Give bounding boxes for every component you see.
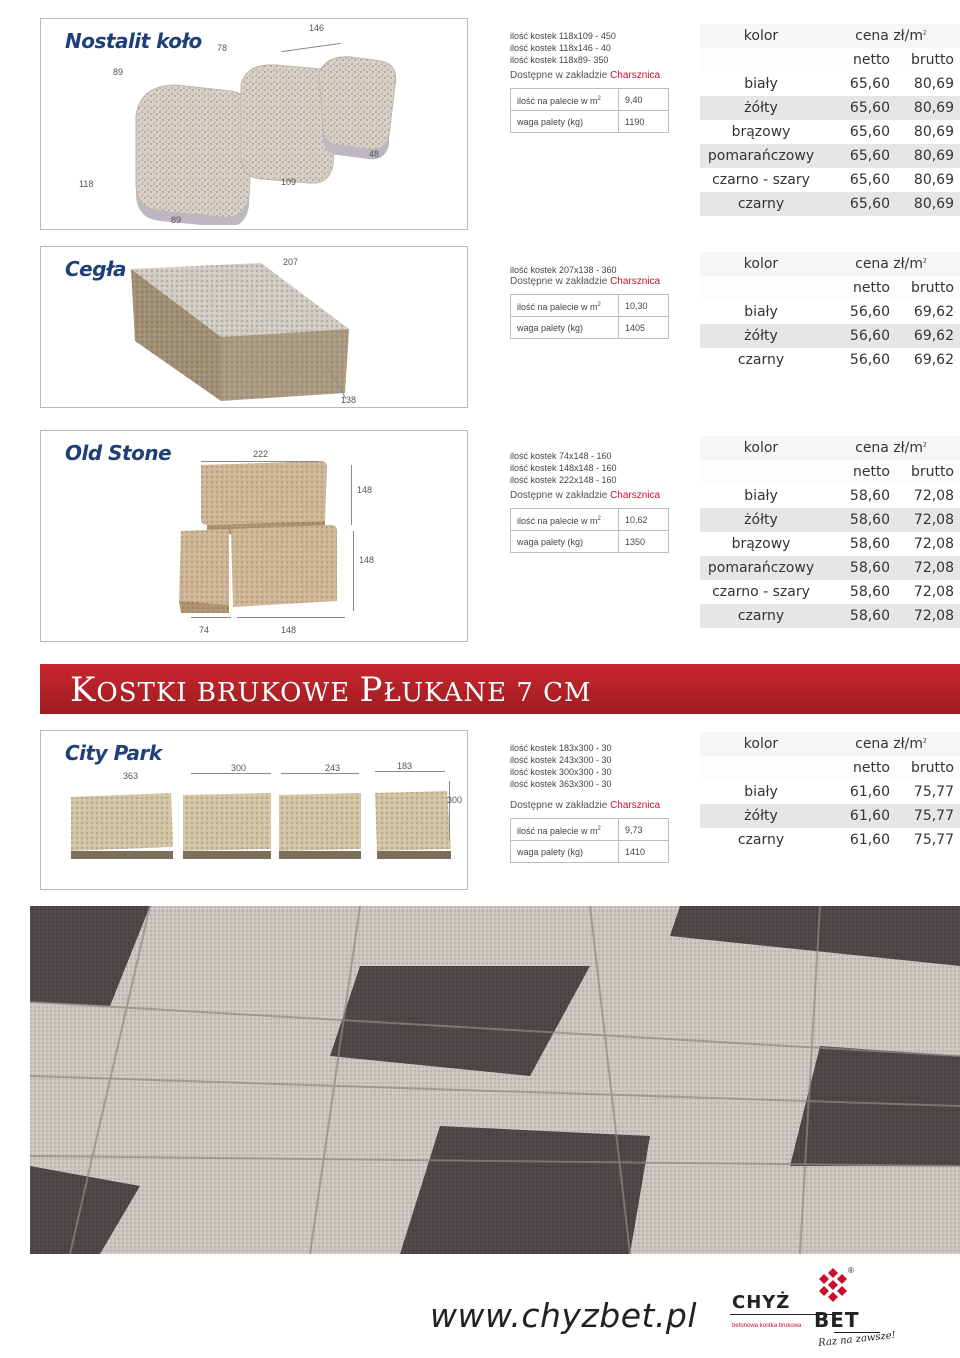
piece-count: ilość kostek 74x148 - 160: [510, 451, 612, 461]
price-brutto: 80,69: [913, 100, 954, 116]
price-netto: 65,60: [849, 124, 890, 140]
price-color: czarny: [737, 832, 785, 848]
piece-count: ilość kostek 118x89- 350: [510, 55, 609, 65]
product-info-oldstone: [510, 450, 669, 553]
pallet-area: 9,73: [619, 819, 669, 841]
price-netto: 58,60: [849, 608, 890, 624]
dimension-label: 89: [113, 67, 124, 77]
price-netto: 58,60: [849, 584, 890, 600]
product-name: Old Stone: [65, 441, 172, 465]
price-netto: 65,60: [849, 100, 890, 116]
plant-name: Charsznica: [610, 70, 661, 81]
price-netto: 65,60: [849, 196, 890, 212]
price-netto: 58,60: [849, 560, 890, 576]
price-table-nostalit: kolor cena $zł/m^2$ netto brutto biały 65,60 80,69 żółty 65,60 80,69 brązowy 65,60 80,69 pomarańczowy 65,60 80,69 czarno - szary 65,60 80,69 czarny 65,60 80,69: [700, 24, 960, 216]
price-netto: 61,60: [849, 784, 890, 800]
price-color: czarno - szary: [712, 584, 810, 600]
piece-count: ilość kostek 183x300 - 30: [510, 743, 612, 753]
price-color: czarny: [737, 196, 785, 212]
pallet-weight: 1350: [619, 531, 669, 553]
logo-word-2: BET: [814, 1308, 860, 1332]
product-photo: [81, 45, 441, 225]
dimension-label: 146: [309, 23, 325, 33]
dimension-label: 78: [217, 43, 228, 53]
price-row: [700, 556, 960, 580]
price-brutto: 80,69: [913, 76, 954, 92]
price-brutto: 80,69: [913, 148, 954, 164]
availability: Dostępne w zakładzie Charsznica: [510, 70, 661, 81]
price-row: [700, 348, 960, 372]
price-rows: [700, 72, 960, 216]
price-netto: 65,60: [849, 172, 890, 188]
price-color: pomarańczowy: [707, 148, 815, 164]
dimension-label: 300: [447, 795, 463, 805]
dimension-label: 222: [253, 449, 269, 459]
paving-illustration: [30, 906, 960, 1254]
price-row: [700, 144, 960, 168]
product-name: Cegła: [65, 257, 127, 281]
product-info-cegla: [510, 264, 669, 339]
dimension-arrow: [353, 531, 354, 611]
dimension-label: 74: [199, 625, 210, 635]
price-row: [700, 804, 960, 828]
price-brutto: 72,08: [913, 584, 954, 600]
pallet-spec-table: ilość na palecie w $m^2$ 10,30 waga palety (kg) 1405: [510, 294, 669, 339]
price-netto: 65,60: [849, 76, 890, 92]
piece-count: ilość kostek 118x109 - 450: [510, 31, 616, 41]
price-row: [700, 828, 960, 852]
price-rows: [700, 484, 960, 628]
col-kolor: kolor: [743, 256, 779, 272]
price-netto: 56,60: [849, 328, 890, 344]
price-color: żółty: [744, 512, 778, 528]
dimension-label: 363: [123, 771, 139, 781]
price-row: [700, 604, 960, 628]
plant-name: Charsznica: [610, 800, 661, 811]
piece-count: ilość kostek 207x138 - 360: [510, 265, 617, 275]
col-kolor: kolor: [743, 736, 779, 752]
dimension-label: 148: [359, 555, 375, 565]
product-info-citypark: [510, 742, 669, 863]
piece-count: ilość kostek 118x146 - 40: [510, 43, 611, 53]
product-name: City Park: [65, 741, 162, 765]
dimension-arrow: [351, 465, 352, 525]
price-row: [700, 120, 960, 144]
price-color: biały: [744, 488, 778, 504]
price-color: żółty: [744, 808, 778, 824]
price-row: [700, 324, 960, 348]
dimension-arrow: [191, 773, 271, 774]
price-netto: 58,60: [849, 488, 890, 504]
price-netto: 56,60: [849, 352, 890, 368]
dimension-arrow: [281, 773, 359, 774]
banner-title: KOSTKI BRUKOWE PŁUKANE 7 CM: [70, 670, 592, 710]
price-netto: 56,60: [849, 304, 890, 320]
dimension-label: 118: [79, 179, 94, 189]
piece-count: ilość kostek 300x300 - 30: [510, 767, 612, 777]
dimension-label: 300: [231, 763, 247, 773]
price-netto: 61,60: [849, 832, 890, 848]
dimension-label: 48: [369, 149, 380, 159]
pallet-area: 10,62: [619, 509, 669, 531]
product-card-citypark: [40, 730, 468, 890]
price-table-oldstone: kolor cena $zł/m^2$ netto brutto biały 58,60 72,08 żółty 58,60 72,08 brązowy 58,60 72,08 pomarańczowy 58,60 72,08 czarno - szary 58,60 72,08 czarny 58,60 72,08: [700, 436, 960, 628]
price-row: [700, 96, 960, 120]
price-brutto: 80,69: [913, 172, 954, 188]
price-color: brązowy: [731, 124, 791, 140]
price-color: czarny: [737, 352, 785, 368]
piece-count: ilość kostek 243x300 - 30: [510, 755, 612, 765]
pallet-weight: 1190: [619, 111, 669, 133]
price-brutto: 69,62: [913, 304, 954, 320]
availability: Dostępne w zakładzie Charsznica: [510, 490, 661, 501]
dimension-label: 183: [397, 761, 413, 771]
dimension-label: 148: [357, 485, 373, 495]
dimension-label: 207: [283, 257, 299, 267]
piece-count: ilość kostek 222x148 - 160: [510, 475, 617, 485]
col-kolor: kolor: [743, 28, 779, 44]
price-color: pomarańczowy: [707, 560, 815, 576]
price-brutto: 72,08: [913, 488, 954, 504]
dimension-arrow: [201, 461, 319, 462]
product-card-oldstone: [40, 430, 468, 642]
price-brutto: 80,69: [913, 124, 954, 140]
price-netto: 58,60: [849, 536, 890, 552]
piece-count: ilość kostek 363x300 - 30: [510, 779, 612, 789]
price-row: [700, 192, 960, 216]
pallet-spec-table: ilość na palecie w $m^2$ 9,73 waga palety (kg) 1410: [510, 818, 669, 863]
dimension-arrow: [191, 617, 231, 618]
price-brutto: 75,77: [913, 784, 954, 800]
price-color: biały: [744, 76, 778, 92]
paving-photo: [30, 906, 960, 1254]
dimension-label: 89: [171, 215, 182, 225]
logo-mark-icon: [816, 1266, 850, 1306]
logo-word-1: CHYŻ: [732, 1292, 791, 1313]
price-table-cegla: kolor cena $zł/m^2$ netto brutto biały 56,60 69,62 żółty 56,60 69,62 czarny 56,60 69,62: [700, 252, 960, 372]
product-photo: [121, 255, 441, 405]
price-rows: [700, 300, 960, 372]
price-brutto: 75,77: [913, 808, 954, 824]
pallet-area: 9,40: [619, 89, 669, 111]
price-brutto: 80,69: [913, 196, 954, 212]
product-card-nostalit: [40, 18, 468, 230]
pallet-spec-table: ilość na palecie w $m^2$ 10,62 waga palety (kg) 1350: [510, 508, 669, 553]
pallet-weight: 1410: [619, 841, 669, 863]
company-logo: [730, 1266, 930, 1356]
website-url[interactable]: www.chyzbet.pl: [430, 1296, 698, 1335]
dimension-label: 138: [341, 395, 357, 405]
price-brutto: 72,08: [913, 608, 954, 624]
col-kolor: kolor: [743, 440, 779, 456]
product-photo: [171, 461, 371, 627]
pallet-area: 10,30: [619, 295, 669, 317]
price-row: [700, 780, 960, 804]
dimension-label: 243: [325, 763, 341, 773]
product-photo: [61, 777, 461, 867]
price-color: czarno - szary: [712, 172, 810, 188]
product-info-nostalit: [510, 30, 669, 133]
piece-count: ilość kostek 148x148 - 160: [510, 463, 617, 473]
dimension-arrow: [449, 781, 450, 841]
price-row: [700, 72, 960, 96]
pallet-spec-table: ilość na palecie w $m^2$ 9,40 waga palety (kg) 1190: [510, 88, 669, 133]
dimension-arrow: [375, 771, 445, 772]
price-row: [700, 300, 960, 324]
availability: Dostępne w zakładzie Charsznica: [510, 800, 661, 811]
dimension-label: 109: [281, 177, 297, 187]
price-brutto: 72,08: [913, 560, 954, 576]
price-table-citypark: kolor cena $zł/m^2$ netto brutto biały 61,60 75,77 żółty 61,60 75,77 czarny 61,60 75,77: [700, 732, 960, 852]
dimension-label: 148: [281, 625, 297, 635]
price-row: [700, 508, 960, 532]
price-brutto: 69,62: [913, 352, 954, 368]
price-row: [700, 484, 960, 508]
availability: Dostępne w zakładzie Charsznica: [510, 276, 661, 287]
dimension-arrow: [237, 617, 345, 618]
price-netto: 65,60: [849, 148, 890, 164]
price-color: czarny: [737, 608, 785, 624]
product-name: Nostalit koło: [65, 29, 202, 53]
section-banner: [40, 664, 960, 714]
price-rows: [700, 780, 960, 852]
price-brutto: 72,08: [913, 512, 954, 528]
price-color: biały: [744, 784, 778, 800]
price-color: żółty: [744, 100, 778, 116]
plant-name: Charsznica: [610, 276, 661, 287]
price-color: brązowy: [731, 536, 791, 552]
registered-mark: ®: [848, 1266, 854, 1275]
price-brutto: 72,08: [913, 536, 954, 552]
price-row: [700, 580, 960, 604]
price-brutto: 75,77: [913, 832, 954, 848]
price-color: biały: [744, 304, 778, 320]
plant-name: Charsznica: [610, 490, 661, 501]
price-row: [700, 168, 960, 192]
logo-subtitle: betonowa kostka brukowa: [732, 1323, 802, 1329]
product-card-cegla: [40, 246, 468, 408]
price-row: [700, 532, 960, 556]
logo-tagline: Raz na zawsze!: [817, 1329, 897, 1350]
pallet-weight: 1405: [619, 317, 669, 339]
price-netto: 61,60: [849, 808, 890, 824]
price-color: żółty: [744, 328, 778, 344]
price-netto: 58,60: [849, 512, 890, 528]
price-brutto: 69,62: [913, 328, 954, 344]
